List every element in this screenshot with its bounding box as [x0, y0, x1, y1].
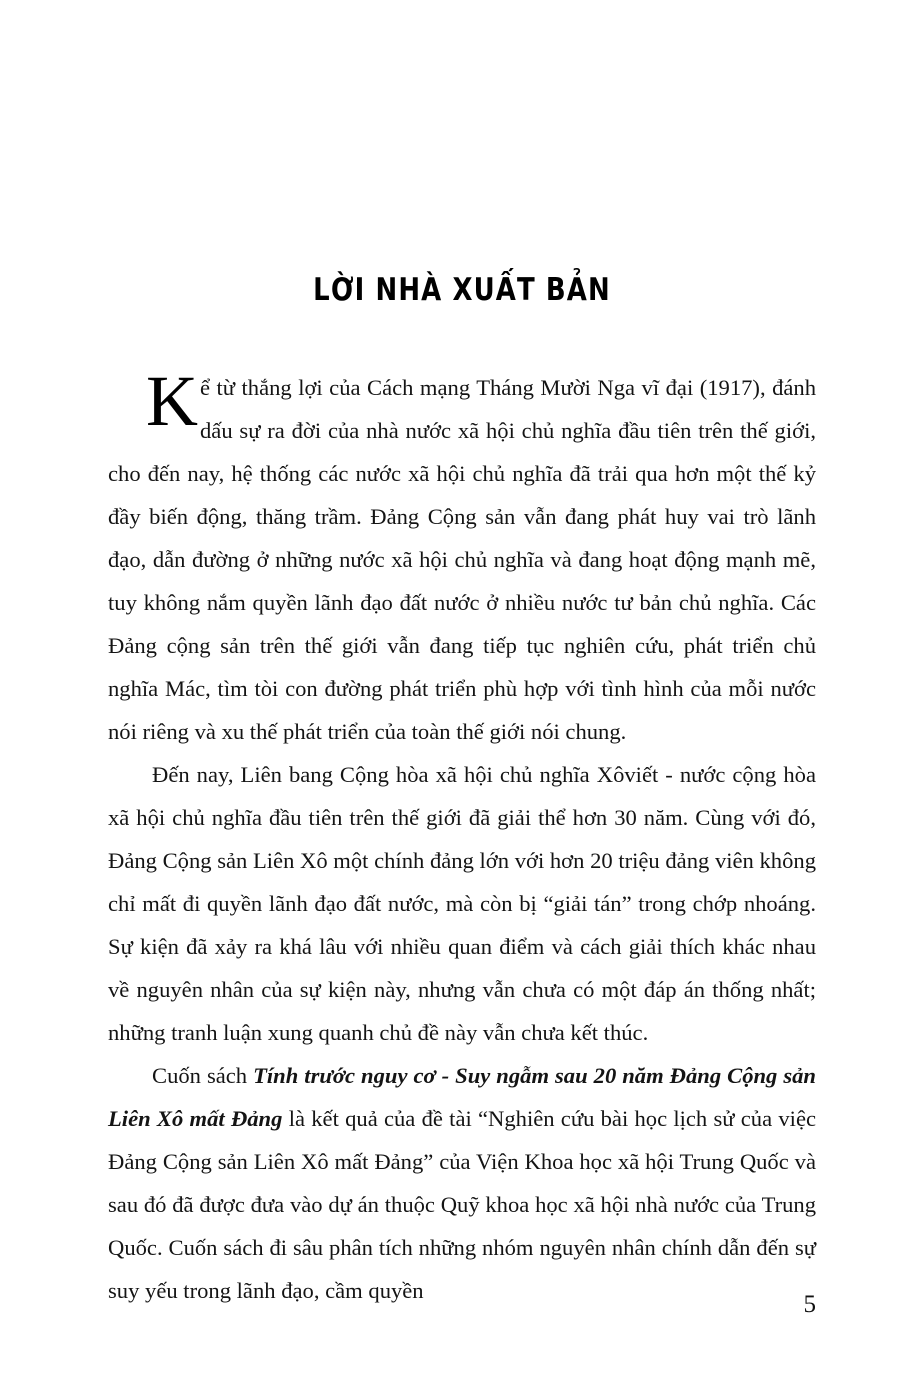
- paragraph-3-text: là kết quả của đề tài “Nghiên cứu bài học lịch sử của việc Đảng Cộng sản Liên Xô mất Đảng” của Viện Khoa học xã hội Trung Quốc và sau đó đã được đưa vào dự án thuộc Quỹ khoa học xã hội nhà nước của Trung Quốc. Cuốn sách đi sâu phân tích những nhóm nguyên nhân chính dẫn đến sự suy yếu trong lãnh đạo, cầm quyền: [108, 1106, 817, 1303]
- body-text: [108, 361, 817, 1312]
- paragraph-1-text: ể từ thắng lợi của Cách mạng Tháng Mười Nga vĩ đại (1917), đánh dấu sự ra đời của nhà nước xã hội chủ nghĩa đầu tiên trên thế giới, cho đến nay, hệ thống các nước xã hội chủ nghĩa đã trải qua hơn một thế kỷ đầy biến động, thăng trầm. Đảng Cộng sản vẫn đang phát huy vai trò lãnh đạo, dẫn đường ở những nước xã hội chủ nghĩa và đang hoạt động mạnh mẽ, tuy không nắm quyền lãnh đạo đất nước ở nhiều nước tư bản chủ nghĩa. Các Đảng cộng sản trên thế giới vẫn đang tiếp tục nghiên cứu, phát triển chủ nghĩa Mác, tìm tòi con đường phát triển phù hợp với tình hình của mỗi nước nói riêng và xu thế phát triển của toàn thế giới nói chung.: [108, 375, 816, 744]
- page-content: [108, 0, 816, 1312]
- page-number: 5: [803, 1291, 816, 1318]
- page-title: LỜI NHÀ XUẤT BẢN: [313, 272, 611, 308]
- drop-cap: K: [146, 361, 198, 441]
- paragraph-1: [108, 361, 816, 753]
- paragraph-3-lead: Cuốn sách: [152, 1063, 254, 1088]
- book-title: Tính trước nguy cơ - Suy ngẫm sau 20 năm Đảng Cộng sản Liên Xô mất Đảng: [108, 1063, 816, 1131]
- paragraph-2-text: Đến nay, Liên bang Cộng hòa xã hội chủ nghĩa Xôviết - nước cộng hòa xã hội chủ nghĩa đầu tiên trên thế giới đã giải thể hơn 30 năm. Cùng với đó, Đảng Cộng sản Liên Xô một chính đảng lớn với hơn 20 triệu đảng viên không chỉ mất đi quyền lãnh đạo đất nước, mà còn bị “giải tán” trong chớp nhoáng. Sự kiện đã xảy ra khá lâu với nhiều quan điểm và cách giải thích khác nhau về nguyên nhân của sự kiện này, nhưng vẫn chưa có một đáp án thống nhất; những tranh luận xung quanh chủ đề này vẫn chưa kết thúc.: [108, 762, 816, 1045]
- paragraph-2: [108, 753, 816, 1054]
- paragraph-3: [108, 1054, 816, 1312]
